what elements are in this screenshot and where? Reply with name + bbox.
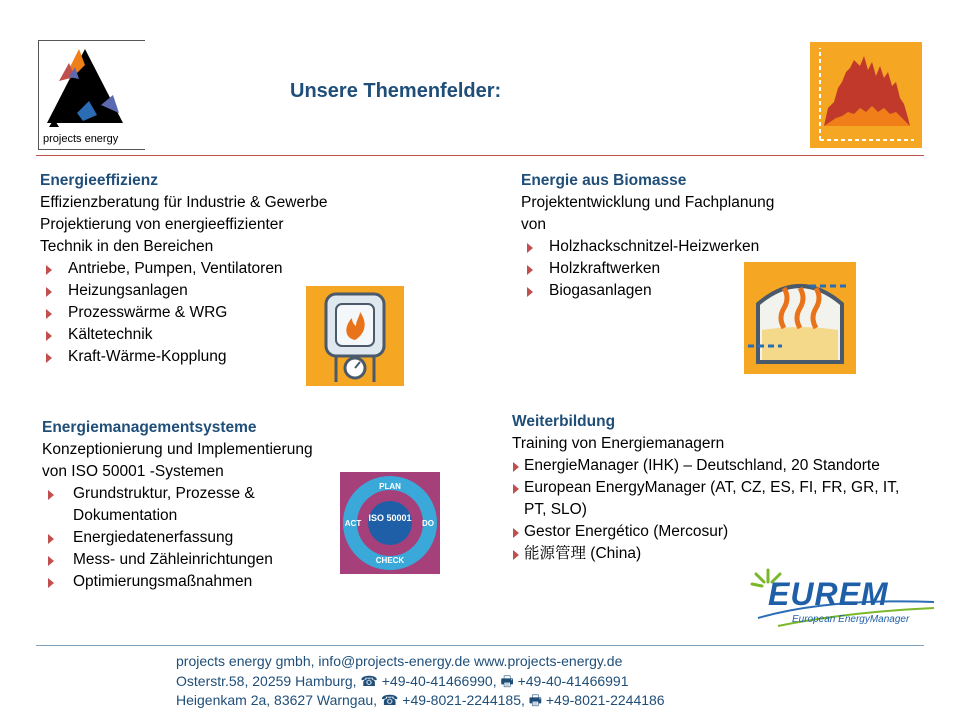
section-text: von ISO 50001 -Systemen bbox=[42, 463, 224, 480]
footer bbox=[176, 652, 665, 711]
list-item: 能源管理 (China) bbox=[512, 543, 907, 565]
section-biomasse bbox=[521, 170, 774, 302]
iso-ring-plan: PLAN bbox=[379, 482, 401, 491]
section-ems bbox=[42, 417, 352, 593]
list-item: EnergieManager (IHK) – Deutschland, 20 Standorte bbox=[512, 455, 907, 477]
biomass-plant-icon bbox=[744, 262, 856, 374]
page-title: Unsere Themenfelder: bbox=[290, 80, 502, 102]
eurem-logo bbox=[748, 568, 938, 630]
list-item: Kältetechnik bbox=[40, 324, 327, 346]
section-heading: Weiterbildung bbox=[512, 413, 616, 430]
section-heading: Energiemanagementsysteme bbox=[42, 419, 257, 436]
list-item: Biogasanlagen bbox=[521, 280, 774, 302]
iso-ring-check: CHECK bbox=[375, 556, 405, 565]
list-item: Optimierungsmaßnahmen bbox=[42, 571, 352, 593]
footer-address-warngau: Heigenkam 2a, 83627 Warngau, ☎ +49-8021-2244185, 🖶 +49-8021-2244186 bbox=[176, 692, 665, 708]
section-energieeffizienz bbox=[40, 170, 327, 368]
company-logo bbox=[38, 40, 145, 150]
eurem-brand: EUREM bbox=[768, 576, 889, 612]
list-item: Holzkraftwerken bbox=[521, 258, 774, 280]
footer-divider bbox=[36, 645, 924, 646]
section-text: Projektierung von energieeffizienter bbox=[40, 216, 284, 233]
list-item: European EnergyManager (AT, CZ, ES, FI, FR, GR, IT, PT, SLO) bbox=[512, 477, 907, 521]
iso-ring-act: ACT bbox=[344, 519, 362, 528]
section-text: Effizienzberatung für Industrie & Gewerbe bbox=[40, 194, 328, 211]
section-weiterbildung bbox=[512, 411, 907, 565]
section-text: Konzeptionierung und Implementierung bbox=[42, 441, 313, 458]
boiler-icon bbox=[306, 286, 404, 386]
section-heading: Energieeffizienz bbox=[40, 172, 158, 189]
list-item: Prozesswärme & WRG bbox=[40, 302, 327, 324]
iso-50001-badge bbox=[340, 472, 440, 574]
logo-label: projects energy bbox=[43, 133, 119, 145]
iso-center-text: ISO 50001 bbox=[368, 513, 412, 523]
list-item: Antriebe, Pumpen, Ventilatoren bbox=[40, 258, 327, 280]
iso-ring-do: DO bbox=[422, 519, 434, 528]
list-item: Gestor Energético (Mercosur) bbox=[512, 521, 907, 543]
section-text: von bbox=[521, 216, 546, 233]
section-heading: Energie aus Biomasse bbox=[521, 172, 687, 189]
section-text: Projektentwicklung und Fachplanung bbox=[521, 194, 775, 211]
load-curve-icon bbox=[810, 42, 922, 148]
list-item: Mess- und Zähleinrichtungen bbox=[42, 549, 352, 571]
section-text: Training von Energiemanagern bbox=[512, 435, 725, 452]
section-text: Technik in den Bereichen bbox=[40, 238, 214, 255]
list-item: Grundstruktur, Prozesse & Dokumentation bbox=[42, 483, 288, 527]
list-item: Heizungsanlagen bbox=[40, 280, 327, 302]
footer-contact: projects energy gmbh, info@projects-energy.de www.projects-energy.de bbox=[176, 653, 623, 669]
header-divider bbox=[36, 155, 924, 156]
list-item: Energiedatenerfassung bbox=[42, 527, 352, 549]
list-item: Kraft-Wärme-Kopplung bbox=[40, 346, 327, 368]
eurem-subtitle: European EnergyManager bbox=[792, 614, 910, 625]
footer-address-hamburg: Osterstr.58, 20259 Hamburg, ☎ +49-40-41466990, 🖶 +49-40-41466991 bbox=[176, 672, 629, 689]
list-item: Holzhackschnitzel-Heizwerken bbox=[521, 236, 774, 258]
